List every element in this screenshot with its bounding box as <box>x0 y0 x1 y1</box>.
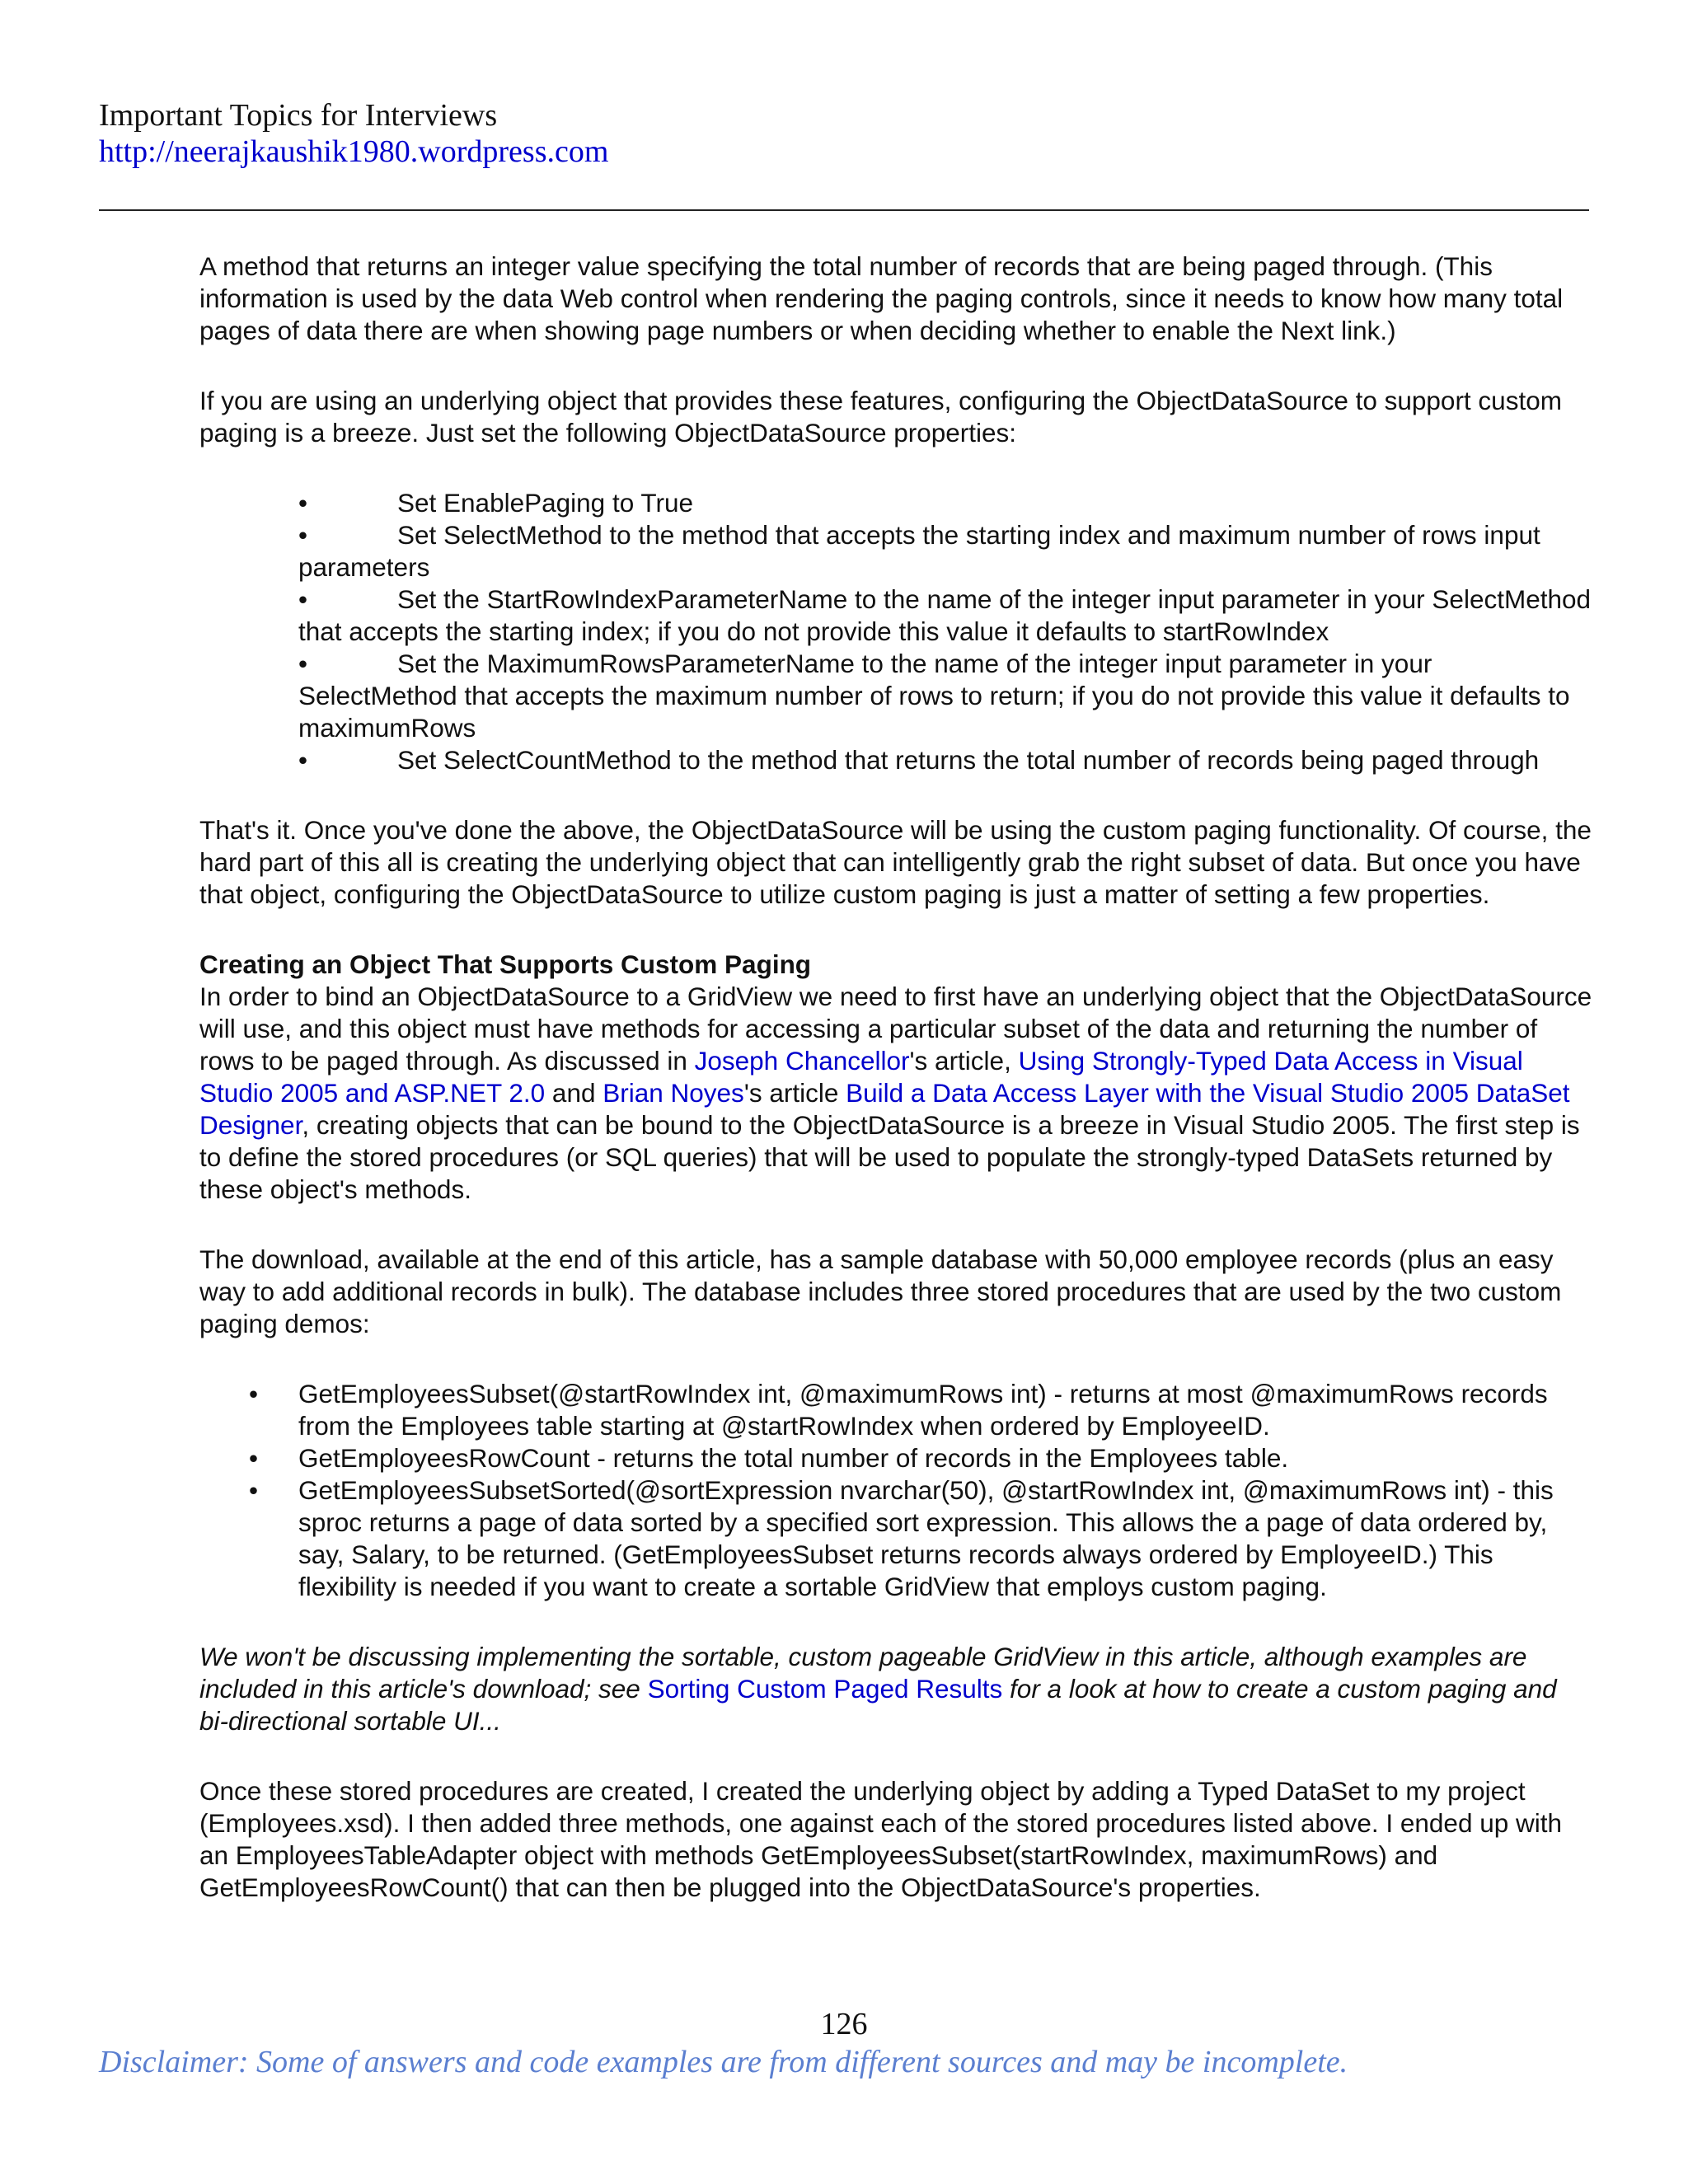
list-item: • GetEmployeesRowCount - returns the total number of records in the Employees table. <box>249 1443 1289 1473</box>
paragraph-sorting-note: We won't be discussing implementing the sortable, custom pageable GridView in this article, although examples are included in this article's download; see Sorting Custom Paged Results for a look at how to create a custom paging and bi-directional sortable UI... <box>199 1642 1557 1736</box>
list-item: • GetEmployeesSubsetSorted(@sortExpression nvarchar(50), @startRowIndex int, @maximumRows int) - this sproc returns a page of data sorted by a specified sort expression. This allows the a page of data ordered by, say, Salary, to be returned. (GetEmployeesSubset returns records always ordered by EmployeeID.) This flexibility is needed if you want to create a sortable GridView that employs custom paging. <box>249 1475 1554 1601</box>
page-number: 126 <box>820 2007 868 2041</box>
header-url[interactable]: http://neerajkaushik1980.wordpress.com <box>99 134 609 169</box>
bullet-icon: • <box>249 1475 259 1505</box>
list-item: • Set SelectCountMethod to the method that returns the total number of records being paged through <box>298 745 1540 775</box>
list-item: • Set the StartRowIndexParameterName to the name of the integer input parameter in your SelectMethod that accepts the starting index; if you do not provide this value it defaults to startRowIndex <box>298 584 1592 646</box>
link-sorting-custom-paged-results[interactable]: Sorting Custom Paged Results <box>647 1674 1003 1704</box>
paragraph-creating-object: In order to bind an ObjectDataSource to a GridView we need to first have an underlying object that the ObjectDataSource will use, and this object must have methods for accessing a particular subset of the data and returning the number of rows to be paged through. As discussed in Joseph Chancellor's article, Using Strongly-Typed Data Access in Visual Studio 2005 and ASP.NET 2.0 and Brian Noyes's article Build a Data Access Layer with the Visual Studio 2005 DataSet Designer, creating objects that can be bound to the ObjectDataSource is a breeze in Visual Studio 2005. The first step is to define the stored procedures (or SQL queries) that will be used to populate the strongly-typed DataSets returned by these object's methods. <box>199 982 1592 1204</box>
paragraph-download: The download, available at the end of this article, has a sample database with 50,000 employee records (plus an easy way to add additional records in bulk). The database includes three stored procedures that are used by the two custom paging demos: <box>199 1244 1562 1338</box>
disclaimer: Disclaimer: Some of answers and code examples are from different sources and may be incomplete. <box>99 2045 1348 2079</box>
paragraph-select-count: A method that returns an integer value specifying the total number of records that are being paged through. (This information is used by the data Web control when rendering the paging controls, since it needs to know how many total pages of data there are when showing page numbers or when deciding whether to enable the Next link.) <box>199 251 1564 345</box>
list-item: • Set the MaximumRowsParameterName to the name of the integer input parameter in your SelectMethod that accepts the maximum number of rows to return; if you do not provide this value it defaults to maximumRows <box>298 649 1570 743</box>
stored-procedures-list <box>199 1378 1592 1603</box>
link-brian-noyes[interactable]: Brian Noyes <box>603 1078 744 1108</box>
header-title: Important Topics for Interviews <box>99 98 498 133</box>
list-item: • GetEmployeesSubset(@startRowIndex int, @maximumRows int) - returns at most @maximumRows records from the Employees table starting at @startRowIndex when ordered by EmployeeID. <box>249 1379 1548 1441</box>
link-joseph-chancellor[interactable]: Joseph Chancellor <box>694 1046 910 1076</box>
paragraph-thats-it: That's it. Once you've done the above, the ObjectDataSource will be using the custom paging functionality. Of course, the hard part of this all is creating the underlying object that can intelligently grab the right subset of data. But once you have that object, configuring the ObjectDataSource to utilize custom paging is just a matter of setting a few properties. <box>199 815 1592 909</box>
bullet-icon: • <box>298 649 308 678</box>
paragraph-stored-procedures-created: Once these stored procedures are created, I created the underlying object by adding a Typed DataSet to my project (Employees.xsd). I then added three methods, one against each of the stored procedures listed above. I ended up with an EmployeesTableAdapter object with methods GetEmployeesSubset(startRowIndex, maximumRows) and GetEmployeesRowCount() that can then be plugged into the ObjectDataSource's properties. <box>199 1776 1563 1902</box>
header-divider <box>99 209 1589 211</box>
bullet-icon: • <box>249 1443 259 1473</box>
link-strongly-typed-article[interactable]: Using Strongly-Typed Data Access in Visual Studio 2005 and ASP.NET 2.0 <box>199 1046 1523 1108</box>
properties-list <box>298 487 1592 776</box>
bullet-icon: • <box>298 488 308 518</box>
section-heading: Creating an Object That Supports Custom Paging <box>199 949 812 979</box>
link-data-access-layer-article[interactable]: Build a Data Access Layer with the Visual Studio 2005 DataSet Designer <box>199 1078 1570 1140</box>
bullet-icon: • <box>298 520 308 550</box>
page-header <box>99 97 608 170</box>
bullet-icon: • <box>249 1379 259 1408</box>
bullet-icon: • <box>298 584 308 614</box>
list-item: • Set EnablePaging to True <box>298 488 694 518</box>
document-body <box>199 251 1592 1904</box>
paragraph-configure-intro: If you are using an underlying object that provides these features, configuring the ObjectDataSource to support custom paging is a breeze. Just set the following ObjectDataSource properties: <box>199 386 1562 448</box>
list-item: • Set SelectMethod to the method that accepts the starting index and maximum number of rows input parameters <box>298 520 1540 582</box>
bullet-icon: • <box>298 745 308 775</box>
